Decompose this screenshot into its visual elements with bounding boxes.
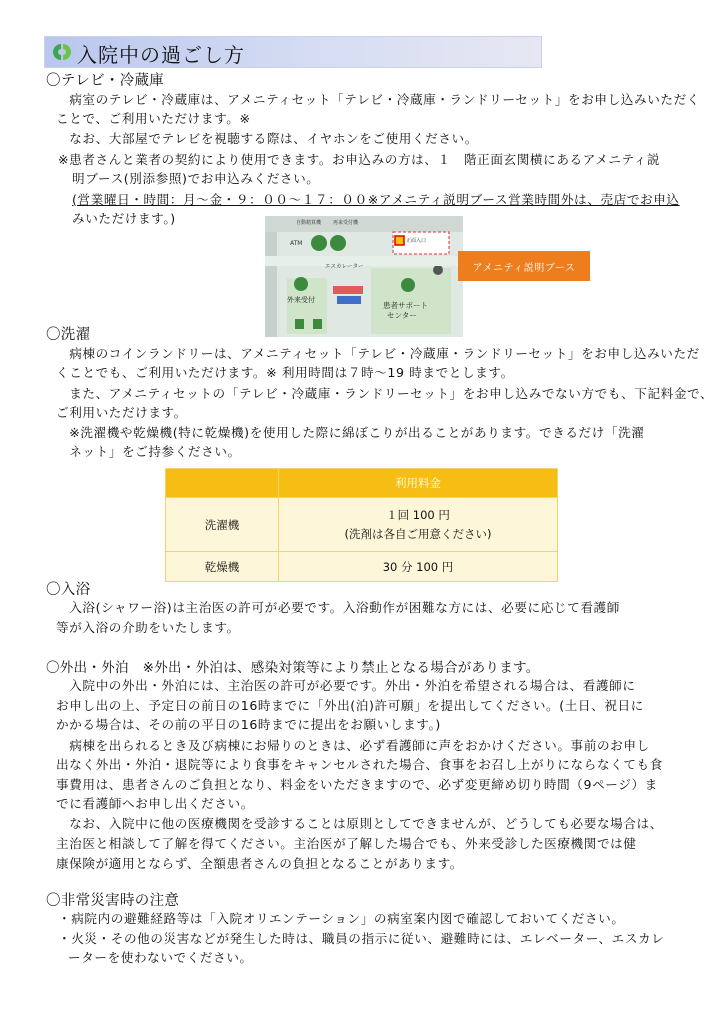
floor-map-drawing [265, 216, 463, 337]
map-label: 再来受付機 [333, 220, 359, 226]
map-label: 患者サポート [383, 301, 428, 310]
tv-line: 明ブース(別添参照)でお申込みください。 [72, 171, 320, 186]
outing-line: 病棟を出られるとき及び病棟にお帰りのときは、必ず看護師に声をおかけください。事前のお申し [56, 738, 650, 753]
outing-line: 康保険が適用とならず、全額患者さんの負担となることがあります。 [56, 856, 463, 871]
logo-icon [49, 41, 75, 63]
laundry-line: くことでも、ご利用いただけます。※ 利用時間は７時～19 時までとします。 [56, 365, 514, 380]
tv-heading: 〇テレビ・冷蔵庫 [46, 73, 165, 89]
outing-line: 事費用は、患者さんのご負担となり、料金をいただきますので、必ず変更締め切り時間（9ページ）ま [56, 777, 658, 792]
laundry-line: ※洗濯機や乾燥機(特に乾燥機)を使用した際に綿ぼこりが出ることがあります。できるだけ「洗濯 [56, 425, 645, 440]
map-label: センター [387, 311, 417, 320]
map-label: 正面入口 [406, 238, 427, 244]
tv-line: 病室のテレビ・冷蔵庫は、アメニティセット「テレビ・冷蔵庫・ランドリーセット」をお申し込みいただく [56, 92, 700, 107]
outing-line: でに看護師へお申し出ください。 [56, 796, 254, 811]
laundry-fee-table [165, 468, 558, 582]
map-label: 外来受付 [287, 296, 315, 304]
bath-line: 等が入浴の介助をいたします。 [56, 620, 240, 635]
disaster-line: ・火災・その他の災害などが発生した時は、職員の指示に従い、避難時には、エレベーター、エスカレ [58, 931, 665, 946]
outing-line: お申し出の上、予定日の前日の16時までに「外出(泊)許可願」を提出してください。(土日、祝日に [56, 698, 644, 713]
laundry-line: また、アメニティセットの「テレビ・冷蔵庫・ランドリーセット」をお申し込みでない方でも、下記料金で、 [56, 386, 714, 401]
laundry-line: 病棟のコインランドリーは、アメニティセット「テレビ・冷蔵庫・ランドリーセット」をお申し込みいただ [56, 346, 700, 361]
outing-line: 出なく外出・外泊・退院等により食事をキャンセルされた場合、食事をお召し上がりにならなくても食 [56, 757, 663, 772]
map-label: 自動精算機 [296, 220, 322, 226]
page-title: 入院中の過ごし方 [77, 43, 245, 67]
fee-note: (洗剤は各自ご用意ください) [344, 527, 492, 541]
laundry-heading: 〇洗濯 [46, 327, 91, 343]
map-label: エスカレーター [325, 264, 364, 270]
table-row [166, 552, 558, 582]
laundry-line: ネット」をご持参ください。 [56, 444, 241, 459]
table-cell-fee: 30 分 100 円 [279, 552, 558, 582]
amenity-booth-callout: アメニティ説明ブース [458, 251, 590, 281]
disaster-line: ーターを使わないでください。 [68, 950, 253, 965]
table-cell-name: 洗濯機 [166, 498, 279, 552]
disaster-line: ・病院内の避難経路等は「入院オリエンテーション」の病室案内図で確認しておいてください。 [58, 911, 625, 926]
tv-line: ことで、ご利用いただけます。※ [56, 111, 251, 126]
outing-line: 入院中の外出・外泊には、主治医の許可が必要です。外出・外泊を希望される場合は、看護師に [56, 678, 636, 693]
map-label: ATM [290, 240, 303, 247]
tv-line: みいただけます。) [72, 211, 176, 226]
tv-line: (営業曜日・時間：月～金・９：００～１７：００※アメニティ説明ブース営業時間外は、売店でお申込 [72, 192, 680, 207]
table-cell-fee [279, 498, 558, 552]
table-header: 利用料金 [279, 469, 558, 498]
title-banner [44, 36, 542, 68]
tv-line: ※患者さんと業者の契約により使用できます。お申込みの方は、１ 階正面玄関横にあるアメニティ説 [58, 152, 661, 167]
table-cell-name: 乾燥機 [166, 552, 279, 582]
outing-line: なお、入院中に他の医療機関を受診することは原則としてできませんが、どうしても必要な場合は、 [56, 816, 663, 831]
outing-line: かかる場合は、その前の平日の16時までに提出をお願いします。) [56, 717, 441, 732]
table-header-row [166, 469, 558, 498]
disaster-heading: 〇非常災害時の注意 [46, 893, 180, 909]
laundry-line: ご利用いただけます。 [56, 405, 187, 420]
outing-line: 主治医と相談して了解を得てください。主治医が了解した場合でも、外来受診した医療機関では健 [56, 836, 637, 851]
table-row [166, 498, 558, 552]
table-header-empty [166, 469, 279, 498]
floor-map-image [265, 216, 463, 337]
tv-line: なお、大部屋でテレビを視聴する際は、イヤホンをご使用ください。 [56, 131, 478, 146]
fee-value: １回 100 円 [386, 508, 450, 522]
bath-heading: 〇入浴 [46, 582, 91, 598]
outing-heading: 〇外出・外泊 ※外出・外泊は、感染対策等により禁止となる場合があります。 [46, 660, 540, 676]
bath-line: 入浴(シャワー浴)は主治医の許可が必要です。入浴動作が困難な方には、必要に応じて看護師 [56, 600, 620, 615]
